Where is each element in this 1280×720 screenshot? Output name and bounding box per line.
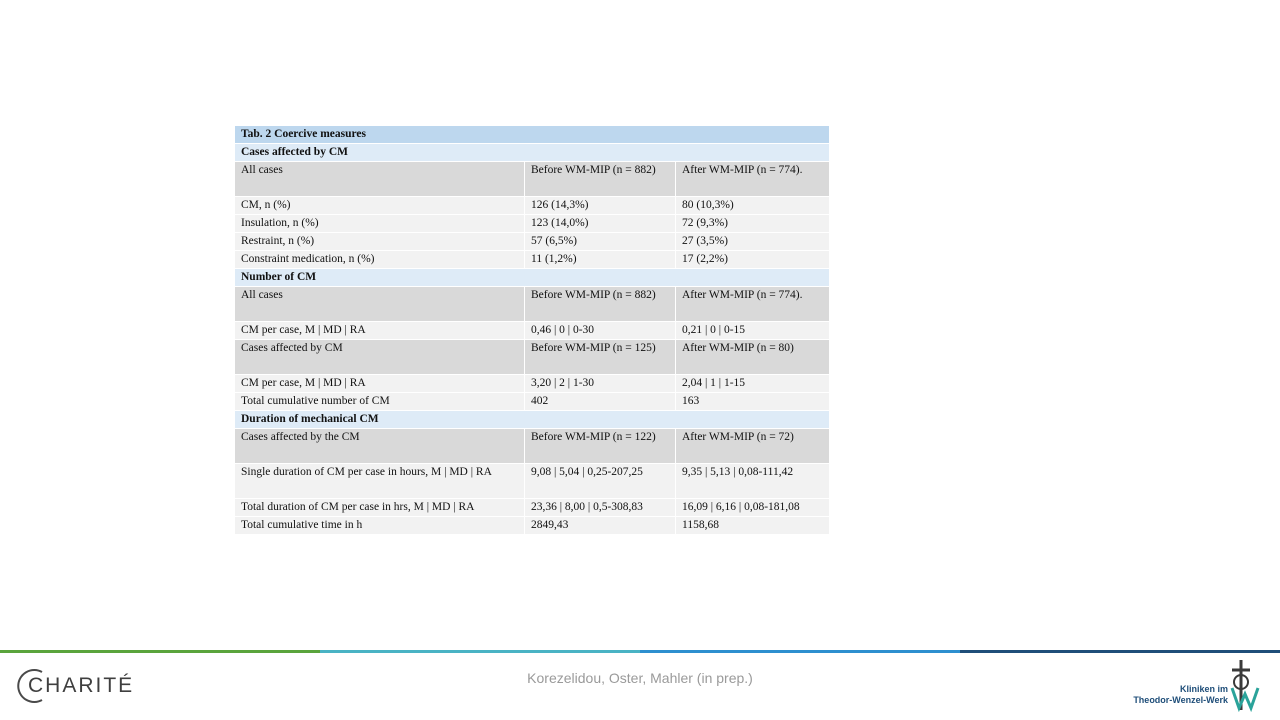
after-value: 17 (2,2%) xyxy=(676,251,830,269)
table-title: Tab. 2 Coercive measures xyxy=(235,126,830,144)
row-label: All cases xyxy=(235,287,525,322)
row-label: Total duration of CM per case in hrs, M | MD | RA xyxy=(235,499,525,517)
before-value: 0,46 | 0 | 0-30 xyxy=(525,322,676,340)
before-value: 2849,43 xyxy=(525,517,676,535)
section-heading-row xyxy=(235,144,830,162)
before-value: 23,36 | 8,00 | 0,5-308,83 xyxy=(525,499,676,517)
row-label: Total cumulative time in h xyxy=(235,517,525,535)
section-heading: Number of CM xyxy=(235,269,830,287)
before-value: Before WM-MIP (n = 122) xyxy=(525,429,676,464)
charite-logo-text: CHARITÉ xyxy=(28,674,135,697)
section-heading: Duration of mechanical CM xyxy=(235,411,830,429)
before-value: Before WM-MIP (n = 882) xyxy=(525,287,676,322)
row-label: Cases affected by CM xyxy=(235,340,525,375)
before-value: 3,20 | 2 | 1-30 xyxy=(525,375,676,393)
table-title-row xyxy=(235,126,830,144)
row-label: Insulation, n (%) xyxy=(235,215,525,233)
row-label: CM per case, M | MD | RA xyxy=(235,322,525,340)
before-value: Before WM-MIP (n = 882) xyxy=(525,162,676,197)
after-value: 0,21 | 0 | 0-15 xyxy=(676,322,830,340)
after-value: After WM-MIP (n = 72) xyxy=(676,429,830,464)
row-label: All cases xyxy=(235,162,525,197)
theodor-wenzel-werk-line2: Theodor-Wenzel-Werk xyxy=(1133,695,1228,705)
footer-bar-green xyxy=(0,650,320,653)
before-value: 402 xyxy=(525,393,676,411)
table-row xyxy=(235,197,830,215)
row-label: Cases affected by the CM xyxy=(235,429,525,464)
table-row xyxy=(235,517,830,535)
table-row xyxy=(235,287,830,322)
footer-bar-navy xyxy=(960,650,1280,653)
row-label: CM per case, M | MD | RA xyxy=(235,375,525,393)
before-value: 123 (14,0%) xyxy=(525,215,676,233)
row-label: Constraint medication, n (%) xyxy=(235,251,525,269)
table-row xyxy=(235,429,830,464)
citation-text: Korezelidou, Oster, Mahler (in prep.) xyxy=(527,670,753,686)
after-value: 27 (3,5%) xyxy=(676,233,830,251)
section-heading: Cases affected by CM xyxy=(235,144,830,162)
table-row xyxy=(235,340,830,375)
table-row xyxy=(235,215,830,233)
coercive-measures-table xyxy=(234,125,830,535)
after-value: After WM-MIP (n = 774). xyxy=(676,287,830,322)
footer-bar-blue xyxy=(640,650,960,653)
after-value: After WM-MIP (n = 774). xyxy=(676,162,830,197)
before-value: 11 (1,2%) xyxy=(525,251,676,269)
section-heading-row xyxy=(235,269,830,287)
after-value: 163 xyxy=(676,393,830,411)
row-label: CM, n (%) xyxy=(235,197,525,215)
row-label: Total cumulative number of CM xyxy=(235,393,525,411)
before-value: Before WM-MIP (n = 125) xyxy=(525,340,676,375)
table-row xyxy=(235,499,830,517)
row-label: Single duration of CM per case in hours, M | MD | RA xyxy=(235,464,525,499)
after-value: 9,35 | 5,13 | 0,08-111,42 xyxy=(676,464,830,499)
table-row xyxy=(235,162,830,197)
before-value: 57 (6,5%) xyxy=(525,233,676,251)
after-value: 80 (10,3%) xyxy=(676,197,830,215)
table-row xyxy=(235,322,830,340)
before-value: 126 (14,3%) xyxy=(525,197,676,215)
before-value: 9,08 | 5,04 | 0,25-207,25 xyxy=(525,464,676,499)
after-value: After WM-MIP (n = 80) xyxy=(676,340,830,375)
table-row xyxy=(235,375,830,393)
section-heading-row xyxy=(235,411,830,429)
after-value: 2,04 | 1 | 1-15 xyxy=(676,375,830,393)
row-label: Restraint, n (%) xyxy=(235,233,525,251)
table-row xyxy=(235,393,830,411)
table-row xyxy=(235,251,830,269)
after-value: 16,09 | 6,16 | 0,08-181,08 xyxy=(676,499,830,517)
table-row xyxy=(235,464,830,499)
after-value: 72 (9,3%) xyxy=(676,215,830,233)
footer-bar-teal xyxy=(320,650,640,653)
theodor-wenzel-werk-line1: Kliniken im xyxy=(1179,684,1228,694)
after-value: 1158,68 xyxy=(676,517,830,535)
table-row xyxy=(235,233,830,251)
